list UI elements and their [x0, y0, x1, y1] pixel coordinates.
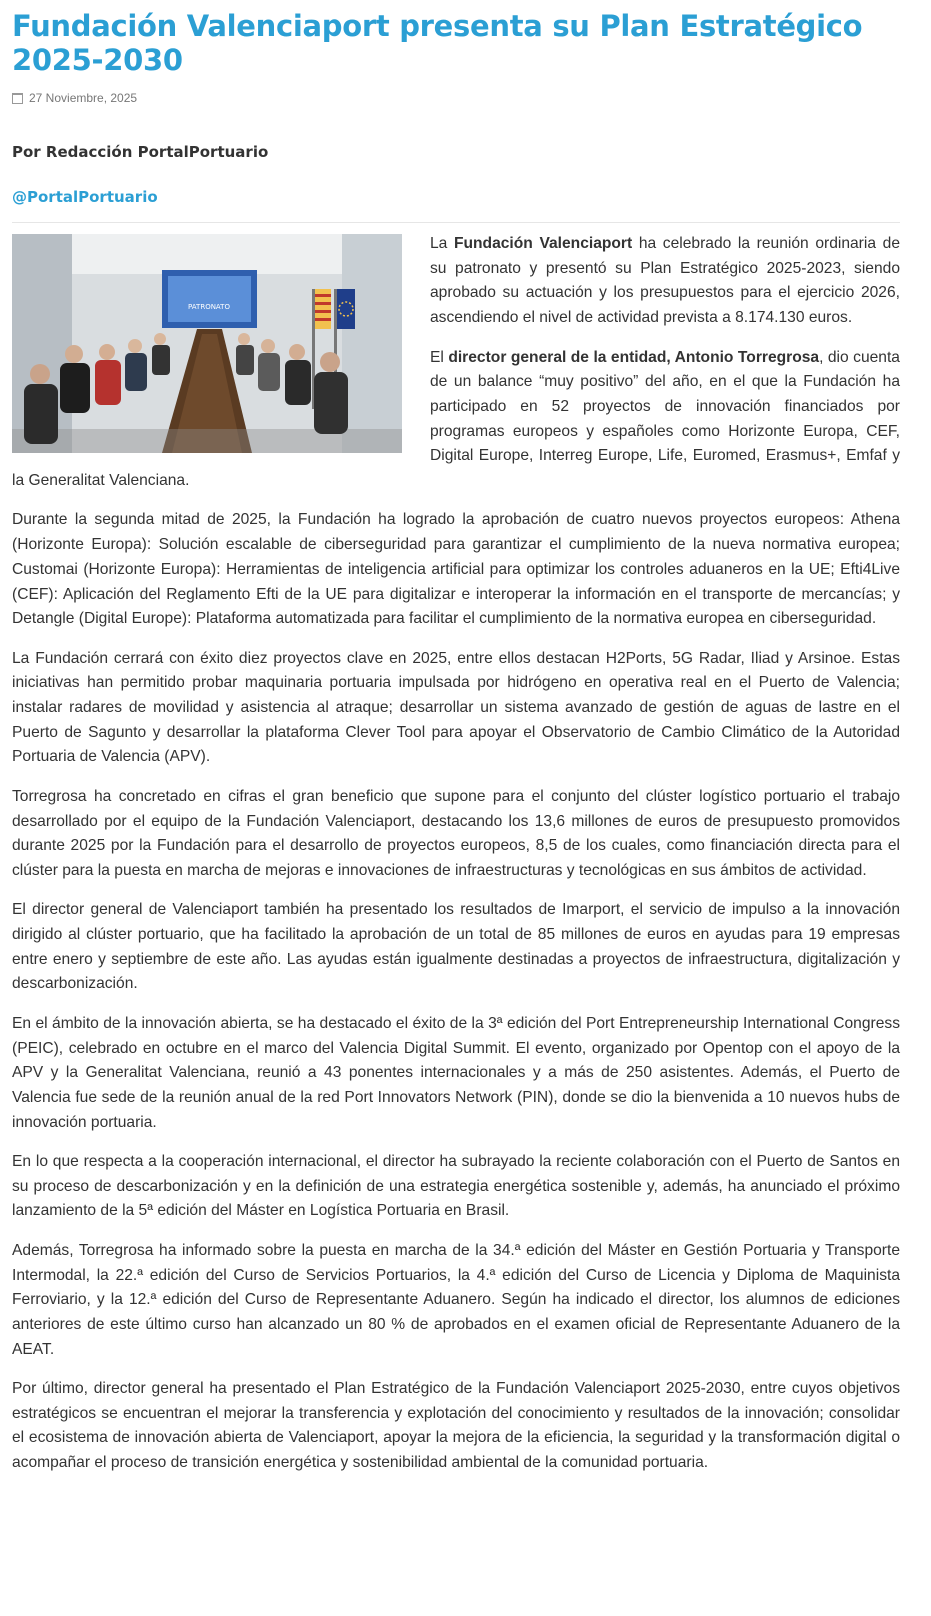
paragraph-8: En lo que respecta a la cooperación internacional, el director ha subrayado la reciente colaboración con el Puerto de Santos en su proceso de descarbonización y en la definición de una estrategia energética sostenible y, además, ha anunciado el próximo lanzamiento de la 5ª edición del Máster en Logística Portuaria en Brasil. [12, 1153, 900, 1220]
article-date [12, 91, 921, 105]
paragraph-3: Durante la segunda mitad de 2025, la Fundación ha logrado la aprobación de cuatro nuevos proyectos europeos: Athena (Horizonte Europa): Solución escalable de ciberseguridad para garantizar el cumplimiento de la nueva normativa europea; Customai (Horizonte Europa): Herramientas de inteligencia artificial para optimizar los controles aduaneros en la UE; Efti4Live (CEF): Aplicación del Reglamento Efti de la UE para digitalizar e interoperar la información en el transporte de mercancías; y Detangle (Digital Europe): Plataforma automatizada para facilitar el cumplimiento de la normativa europea en ciberseguridad. [12, 511, 900, 628]
meeting-photo [12, 234, 402, 453]
screen-title: PATRONATO [188, 303, 230, 311]
director-name-bold: director general de la entidad, Antonio Torregrosa [448, 348, 820, 366]
date-text: 27 Noviembre, 2025 [29, 91, 138, 105]
author-byline: Por Redacción PortalPortuario [12, 143, 269, 161]
article-body [12, 232, 900, 1476]
paragraph-6: El director general de Valenciaport también ha presentado los resultados de Imarport, el servicio de impulso a la innovación dirigido al clúster portuario, que ha facilitado la aprobación de un total de 85 millones de euros en ayudas para 19 empresas entre enero y septiembre de este año. Las ayudas están igualmente destinadas a proyectos de infraestructura, digitalización y descarbonización. [12, 901, 900, 993]
article-container [12, 9, 921, 1476]
twitter-handle-link[interactable]: @PortalPortuario [12, 188, 158, 206]
paragraph-5: Torregrosa ha concretado en cifras el gran beneficio que supone para el conjunto del clúster logístico portuario el trabajo desarrollado por el equipo de la Fundación Valenciaport, destacando los 13,6 millones de euros de presupuesto promovidos durante 2025 por la Fundación para el desarrollo de proyectos europeos, 8,5 de los cuales, como financiación directa para el clúster para la puesta en marcha de mejoras e innovaciones de infraestructuras y tecnológicas en sus ámbitos de actividad. [12, 787, 900, 879]
paragraph-2: El director general de la entidad, Antonio Torregrosa, dio cuenta de un balance “muy positivo” del año, en el que la Fundación ha participado en 52 proyectos de innovación financiados por programas europeos y españoles como Horizonte Europa, CEF, Digital Europe, Interreg Europe, Life, Euromed, Erasmus+, Emfaf y la Generalitat Valenciana. [12, 348, 900, 490]
paragraph-7: En el ámbito de la innovación abierta, se ha destacado el éxito de la 3ª edición del Port Entrepreneurship International Congress (PEIC), celebrado en octubre en el marco del Valencia Digital Summit. El evento, organizado por Opentop con el apoyo de la APV y la Generalitat Valenciana, reunió a 43 ponentes internacionales y a más de 250 asistentes. Además, el Puerto de Valencia fue sede de la reunión anual de la red Port Innovators Network (PIN), donde se dio la bienvenida a 10 nuevos hubs de innovación portuaria. [12, 1014, 900, 1131]
paragraph-1: La Fundación Valenciaport ha celebrado la reunión ordinaria de su patronato y presentó su Plan Estratégico 2025-2023, siendo aprobado su actuación y los presupuestos para el ejercicio 2026, ascendiendo el nivel de actividad prevista a 8.174.130 euros. [430, 235, 900, 327]
paragraph-9: Además, Torregrosa ha informado sobre la puesta en marcha de la 34.ª edición del Máster en Gestión Portuaria y Transporte Intermodal, la 22.ª edición del Curso de Servicios Portuarios, la 4.ª edición del Curso de Licencia y Diploma de Maquinista Ferroviario, y la 12.ª edición del Curso de Representante Aduanero. Según ha indicado el director, los alumnos de ediciones anteriores de este último curso han alcanzado un 80 % de aprobados en el examen oficial de Representante Aduanero de la AEAT. [12, 1241, 900, 1358]
entity-name-bold: Fundación Valenciaport [453, 235, 633, 252]
article-title: Fundación Valenciaport presenta su Plan Estratégico 2025-2030 [12, 9, 863, 77]
paragraph-4: La Fundación cerrará con éxito diez proyectos clave en 2025, entre ellos destacan H2Ports, 5G Radar, Iliad y Arsinoe. Estas iniciativas han permitido probar maquinaria portuaria impulsada por hidrógeno en operativa real en el Puerto de Valencia; instalar radares de movilidad y asistencia al atraque; desarrollar un sistema avanzado de gestión de aguas de lastre en el Puerto de Sagunto y desarrollar la plataforma Clever Tool para apoyar el Observatorio de Cambio Climático de la Autoridad Portuaria de Valencia (APV). [12, 649, 900, 766]
calendar-icon [12, 93, 23, 104]
divider [12, 222, 900, 223]
paragraph-10: Por último, director general ha presentado el Plan Estratégico de la Fundación Valenciaport 2025-2030, entre cuyos objetivos estratégicos se encuentran el mejorar la transferencia y explotación del conocimiento y resultados de la innovación; consolidar el ecosistema de innovación abierta de Valenciaport, apoyar la mejora de la eficiencia, la seguridad y la transformación digital o acompañar el proceso de transición energética y sostenibilidad ambiental de la comunidad portuaria. [12, 1380, 900, 1472]
